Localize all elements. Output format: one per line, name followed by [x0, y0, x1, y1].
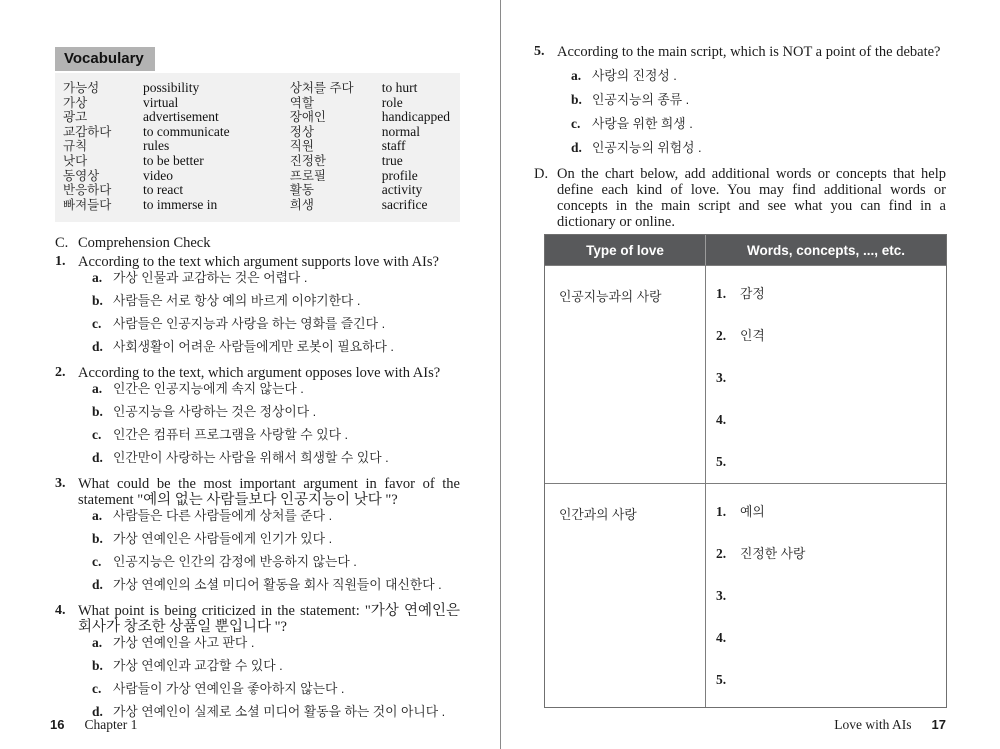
option-letter: b.	[92, 293, 103, 309]
option-letter: b.	[571, 92, 582, 107]
vocab-english: possibility	[143, 80, 200, 95]
vocab-english: to hurt	[381, 80, 418, 95]
option-a	[92, 270, 460, 293]
vocab-english: virtual	[143, 94, 179, 110]
item-number: 2.	[716, 546, 727, 561]
list-item	[716, 412, 940, 454]
item-number: 4.	[716, 412, 727, 427]
vocab-entry	[290, 139, 450, 154]
option-d	[92, 577, 460, 600]
vocab-entry	[290, 81, 450, 96]
option-text: 인공지능의 종류 .	[592, 92, 690, 107]
option-letter: d.	[92, 704, 103, 720]
vocab-korean: 교감하다	[63, 124, 112, 139]
vocabulary-column-1	[63, 81, 280, 212]
option-a	[571, 68, 946, 92]
list-item	[716, 672, 940, 714]
section-d	[534, 166, 946, 230]
section-d-text: On the chart below, add additional words or concepts that help define each kind of love. You may find additional words or concepts in the main script and see what you can find in a dictionary or online.	[557, 166, 946, 230]
option-b	[92, 404, 460, 427]
vocab-entry	[63, 81, 280, 96]
list-item	[716, 546, 940, 588]
option-letter: c.	[92, 427, 102, 443]
list-item	[716, 504, 940, 546]
vocab-entry	[63, 139, 280, 154]
vocab-korean: 활동	[289, 183, 314, 198]
left-page-footer	[50, 717, 137, 733]
love-type-cell: 인간과의 사랑	[559, 507, 637, 522]
page-number: 16	[50, 717, 65, 732]
table-header-words-concepts: Words, concepts, ..., etc.	[705, 235, 946, 265]
option-c	[92, 427, 460, 450]
table-row	[545, 483, 946, 707]
vocab-english: to react	[143, 182, 184, 198]
list-item	[716, 588, 940, 630]
question-2	[55, 365, 460, 473]
table-header-row	[545, 235, 946, 265]
option-text: 가상 연예인의 소셜 미디어 활동을 회사 직원들이 대신한다 .	[113, 577, 442, 593]
vocab-english: role	[381, 94, 403, 110]
item-number: 1.	[716, 504, 727, 519]
question-number: 1.	[55, 254, 66, 270]
love-type-cell: 인공지능과의 사랑	[559, 289, 662, 304]
vocab-korean: 규칙	[63, 139, 88, 154]
option-text: 인공지능은 인간의 감정에 반응하지 않는다 .	[113, 554, 357, 570]
section-c-heading	[55, 235, 460, 251]
vocab-entry	[63, 154, 280, 169]
question-3	[55, 476, 460, 600]
question-text: What could be the most important argument in favor of the statement "예의 없는 사람들보다 인공지능이 낫다 "?	[78, 476, 460, 509]
option-text: 사람들은 서로 항상 예의 바르게 이야기한다 .	[113, 293, 361, 309]
option-b	[92, 531, 460, 554]
option-letter: b.	[92, 404, 103, 420]
vocab-korean: 직원	[289, 139, 314, 154]
option-letter: c.	[92, 554, 102, 570]
option-text: 인공지능의 위험성 .	[592, 140, 702, 155]
vocab-english: staff	[381, 138, 406, 154]
table-header-type-of-love: Type of love	[586, 242, 664, 258]
option-c	[92, 554, 460, 577]
option-letter: a.	[92, 508, 103, 524]
question-number: 4.	[55, 603, 66, 619]
option-text: 사회생활이 어려운 사람들에게만 로봇이 필요하다 .	[113, 339, 394, 355]
item-number: 4.	[716, 630, 727, 645]
question-text: According to the text which argument supports love with AIs?	[78, 254, 439, 271]
vocab-english: handicapped	[381, 109, 450, 125]
vocab-english: to immerse in	[143, 196, 218, 212]
list-item	[716, 370, 940, 412]
item-number: 5.	[716, 454, 727, 469]
option-a	[92, 381, 460, 404]
question-number: 5.	[534, 44, 545, 59]
vocab-entry	[63, 96, 280, 111]
vocab-entry	[290, 154, 450, 169]
option-letter: c.	[92, 681, 102, 697]
option-text: 사람들이 가상 연예인을 좋아하지 않는다 .	[113, 681, 345, 697]
vocab-korean: 반응하다	[63, 183, 112, 198]
option-c	[92, 681, 460, 704]
vocab-entry	[290, 183, 450, 198]
item-text: 인격	[740, 328, 765, 343]
vocab-entry	[290, 96, 450, 111]
vocab-korean: 가상	[63, 95, 88, 110]
words-concepts-cell	[705, 266, 946, 483]
item-text: 진정한 사랑	[740, 546, 806, 561]
vocab-entry	[63, 110, 280, 125]
vocab-english: to communicate	[143, 123, 230, 139]
right-page-footer	[834, 717, 946, 733]
option-c	[571, 116, 946, 140]
vocab-english: normal	[381, 123, 421, 139]
option-d	[92, 450, 460, 473]
question-text: What point is being criticized in the statement: "가상 연예인은 회사가 창조한 상품일 뿐입니다 "?	[78, 603, 460, 636]
item-text: 예의	[740, 504, 765, 519]
vocab-entry	[63, 169, 280, 184]
vocab-korean: 진정한	[289, 153, 327, 168]
vocab-english: advertisement	[143, 109, 219, 125]
vocab-korean: 정상	[289, 124, 314, 139]
vocabulary-column-2	[280, 81, 450, 212]
vocab-entry	[63, 125, 280, 140]
vocab-english: activity	[381, 182, 423, 198]
list-item	[716, 630, 940, 672]
item-number: 5.	[716, 672, 727, 687]
question-number: 2.	[55, 365, 66, 381]
vocab-entry	[290, 110, 450, 125]
option-letter: d.	[571, 140, 582, 155]
section-d-marker: D.	[534, 166, 549, 182]
vocab-english: true	[381, 152, 403, 168]
question-1	[55, 254, 460, 362]
table-row	[545, 265, 946, 483]
item-number: 3.	[716, 588, 727, 603]
option-text: 가상 연예인과 교감할 수 있다 .	[113, 658, 283, 674]
option-letter: a.	[92, 635, 103, 651]
option-b	[92, 658, 460, 681]
vocab-english: to be better	[143, 152, 204, 168]
question-text: According to the text, which argument opposes love with AIs?	[78, 365, 441, 382]
vocab-korean: 역할	[289, 95, 314, 110]
item-number: 3.	[716, 370, 727, 385]
vocab-entry	[290, 125, 450, 140]
question-4	[55, 603, 460, 727]
vocab-english: profile	[381, 167, 418, 183]
vocabulary-heading: Vocabulary	[55, 47, 155, 71]
option-text: 가상 연예인을 사고 판다 .	[113, 635, 255, 651]
vocab-entry	[290, 169, 450, 184]
vocab-english: sacrifice	[381, 196, 428, 212]
vocab-entry	[63, 198, 280, 213]
book-title: Love with AIs	[834, 717, 912, 732]
option-text: 사람들은 인공지능과 사랑을 하는 영화를 즐긴다 .	[113, 316, 386, 332]
vocab-korean: 희생	[289, 197, 314, 212]
section-c-marker: C.	[55, 235, 69, 252]
option-text: 사랑의 진정성 .	[592, 68, 677, 83]
option-text: 가상 연예인이 실제로 소셜 미디어 활동을 하는 것이 아니다 .	[113, 704, 446, 720]
option-text: 가상 인물과 교감하는 것은 어렵다 .	[113, 270, 308, 286]
vocab-korean: 낫다	[63, 153, 88, 168]
question-5	[534, 44, 946, 164]
vocab-korean: 프로필	[289, 168, 327, 183]
option-d	[571, 140, 946, 164]
vocab-english: rules	[143, 138, 170, 154]
option-text: 인간은 인공지능에게 속지 않는다 .	[113, 381, 304, 397]
option-letter: a.	[92, 270, 103, 286]
option-d	[92, 339, 460, 362]
option-text: 인공지능을 사랑하는 것은 정상이다 .	[113, 404, 317, 420]
option-letter: d.	[92, 450, 103, 466]
option-letter: c.	[92, 316, 102, 332]
option-letter: d.	[92, 577, 103, 593]
list-item	[716, 286, 940, 328]
item-number: 2.	[716, 328, 727, 343]
option-text: 인간만이 사랑하는 사람을 위해서 희생할 수 있다 .	[113, 450, 389, 466]
option-letter: b.	[92, 658, 103, 674]
option-letter: c.	[571, 116, 581, 131]
option-letter: a.	[92, 381, 103, 397]
option-text: 사람들은 다른 사람들에게 상처를 준다 .	[113, 508, 333, 524]
vocab-korean: 동영상	[63, 168, 100, 183]
page-number: 17	[931, 717, 946, 732]
vocabulary-box	[55, 73, 460, 222]
love-types-table	[544, 234, 947, 708]
option-b	[571, 92, 946, 116]
item-text: 감정	[740, 286, 765, 301]
chapter-title: Chapter 1	[84, 717, 138, 732]
vocab-entry	[63, 183, 280, 198]
option-letter: d.	[92, 339, 103, 355]
option-letter: b.	[92, 531, 103, 547]
vocab-korean: 가능성	[63, 81, 100, 95]
question-text: According to the main script, which is NOT a point of the debate?	[557, 44, 941, 60]
vocab-korean: 빠져들다	[63, 197, 112, 212]
option-d	[92, 704, 460, 727]
option-c	[92, 316, 460, 339]
vocab-korean: 상처를 주다	[289, 81, 354, 95]
vocab-english: video	[143, 167, 173, 183]
option-text: 가상 연예인은 사람들에게 인기가 있다 .	[113, 531, 333, 547]
item-number: 1.	[716, 286, 727, 301]
option-a	[92, 635, 460, 658]
vocab-entry	[290, 198, 450, 213]
option-text: 사랑을 위한 희생 .	[592, 116, 693, 131]
words-concepts-cell	[705, 484, 946, 707]
section-c-title: Comprehension Check	[78, 235, 211, 252]
question-number: 3.	[55, 476, 66, 492]
page-right	[500, 0, 1000, 749]
option-letter: a.	[571, 68, 582, 83]
option-a	[92, 508, 460, 531]
option-text: 인간은 컴퓨터 프로그램을 사랑할 수 있다 .	[113, 427, 349, 443]
option-b	[92, 293, 460, 316]
vocab-korean: 장애인	[289, 110, 327, 125]
list-item	[716, 328, 940, 370]
vocab-korean: 광고	[63, 110, 88, 125]
